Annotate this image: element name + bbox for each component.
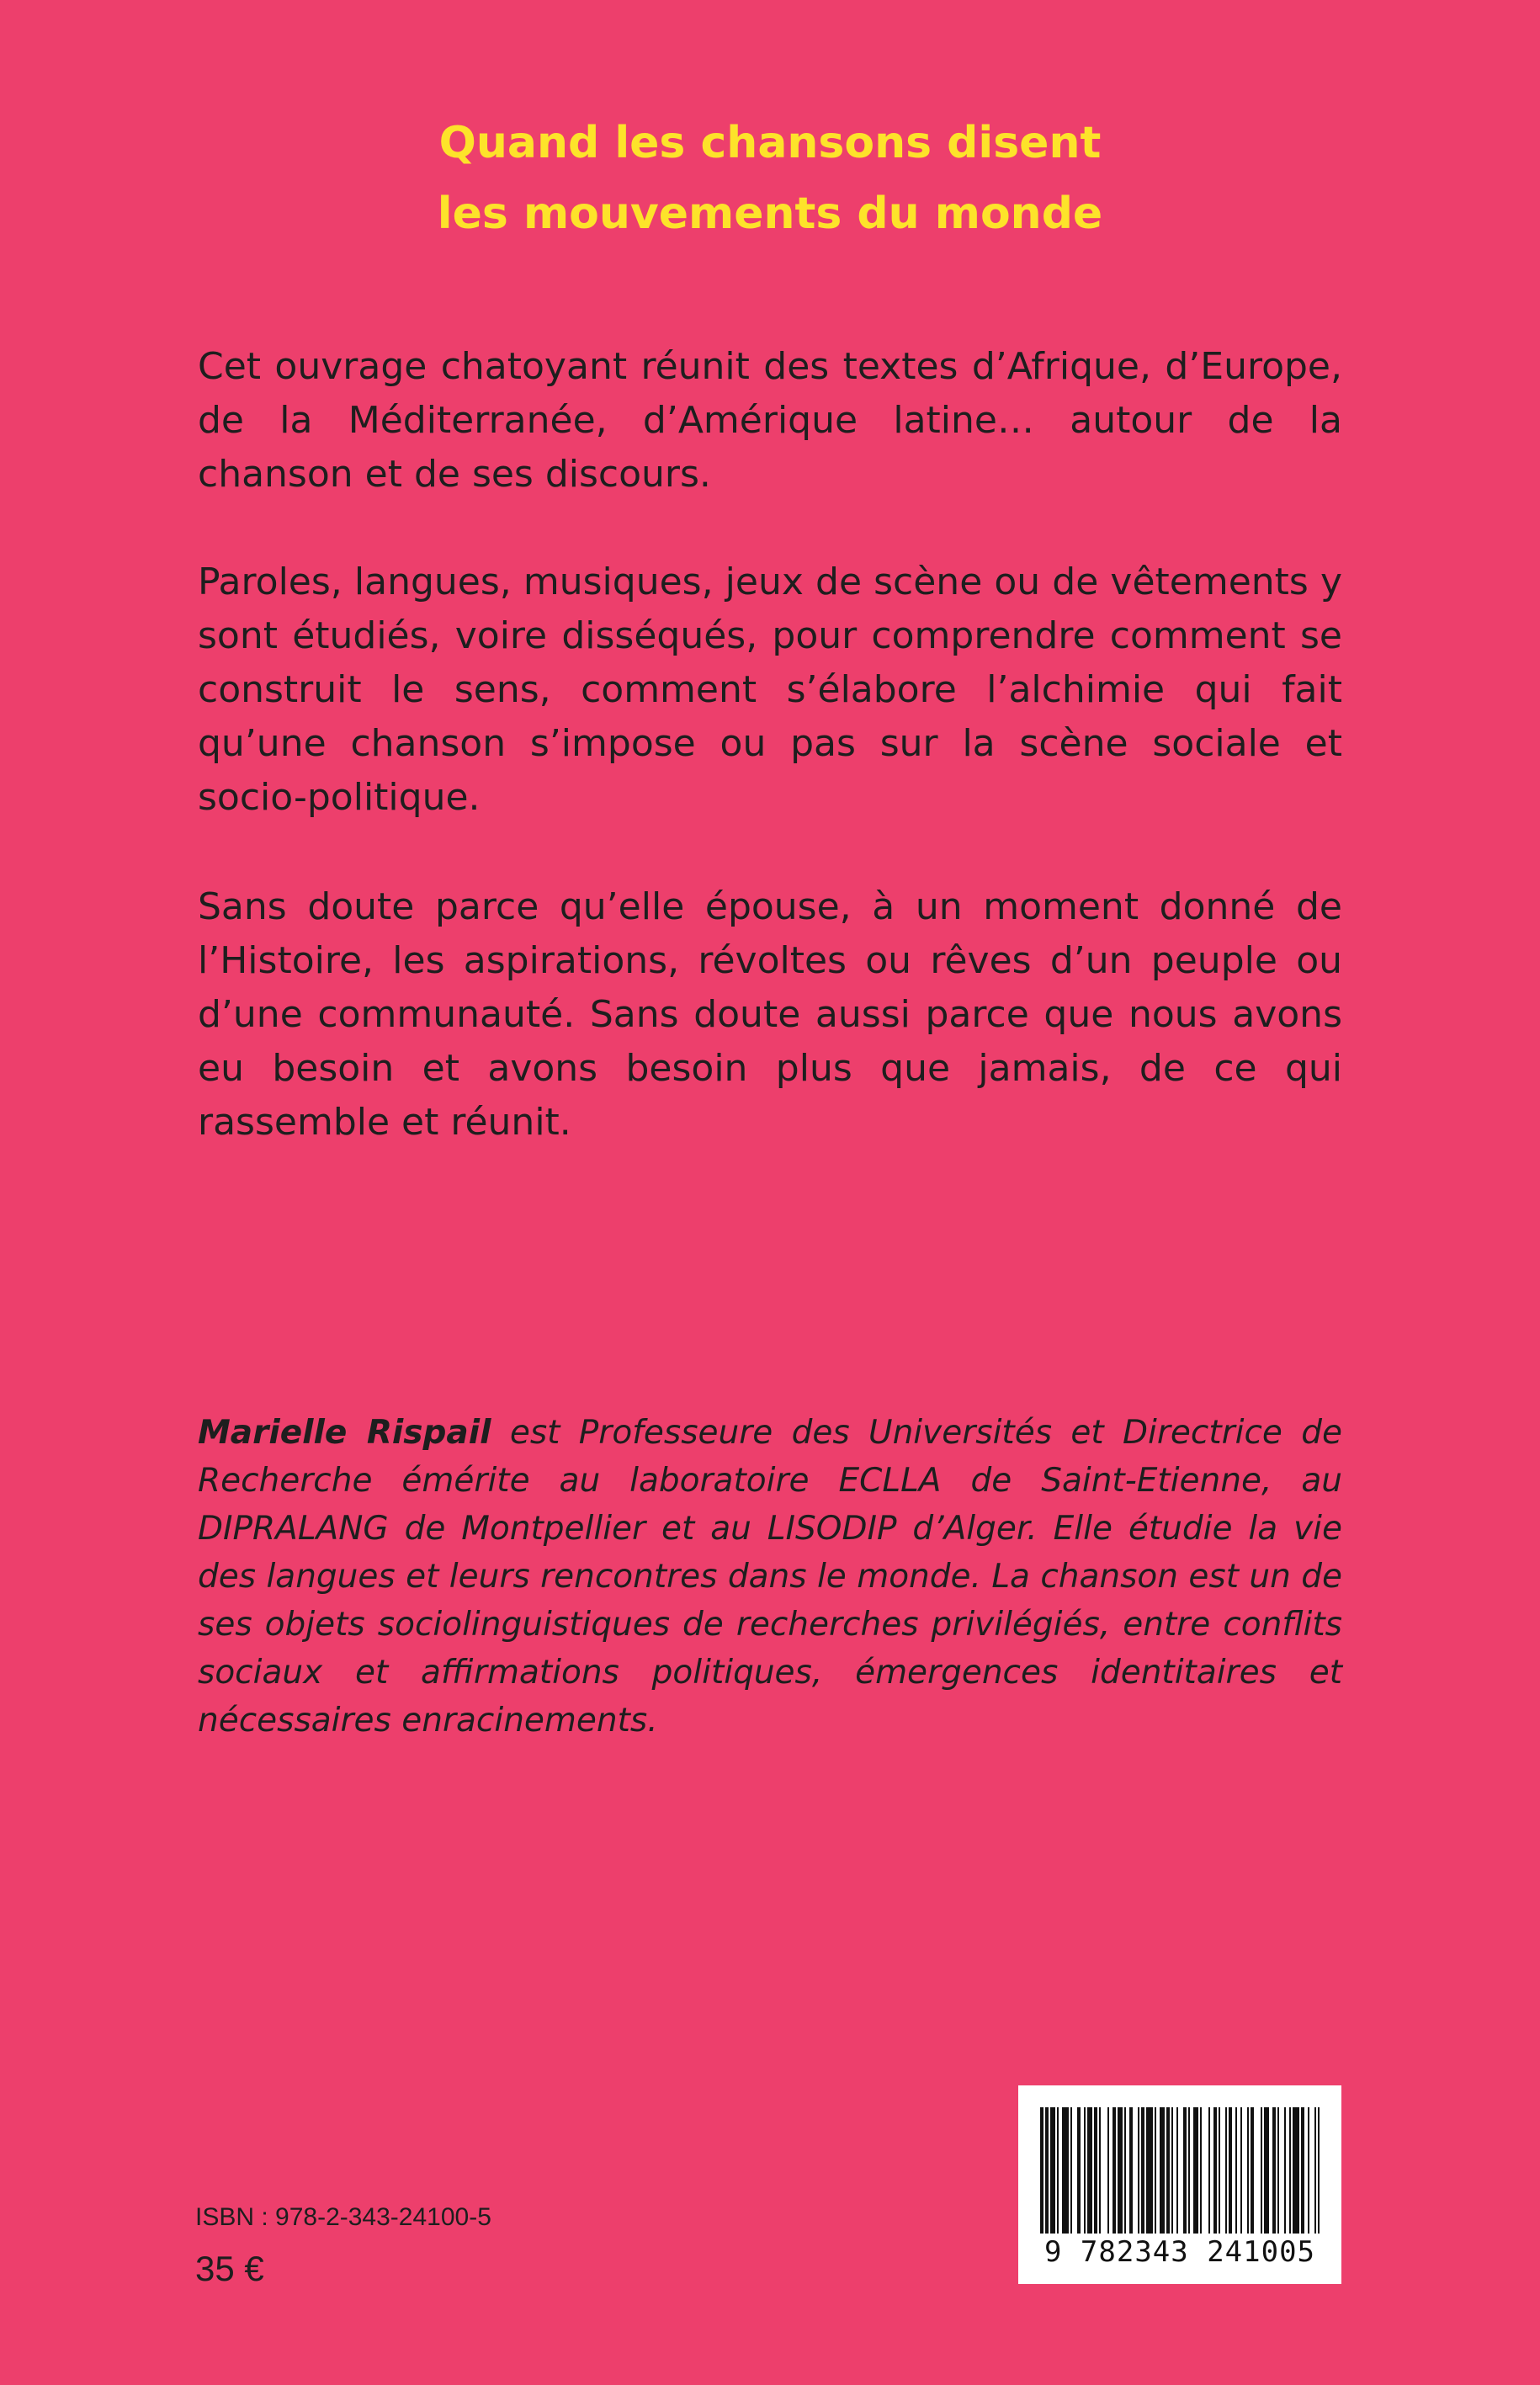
blurb-paragraph-1: Cet ouvrage chatoyant réunit des textes d’Afrique, d’Europe, de la Méditerranée, d’Amérique latine… autour de la chanson et de ses discours. <box>198 345 1342 496</box>
barcode-bar <box>1118 2107 1123 2234</box>
barcode-bar <box>1240 2107 1242 2234</box>
barcode-bar <box>1084 2107 1086 2234</box>
blurb-paragraph-2: Paroles, langues, musiques, jeux de scène ou de vêtements y sont étudiés, voire disséqués, pour comprendre comment se construit le sens, comment s’élabore l’alchimie qui fait qu’une chanson s’impose ou pas sur la scène sociale et socio-politique. <box>198 560 1342 819</box>
barcode-bar <box>1107 2107 1109 2234</box>
title-line-1: Quand les chansons disent <box>438 118 1102 168</box>
barcode-bar <box>1200 2107 1202 2234</box>
barcode-bar <box>1314 2107 1316 2234</box>
author-bio <box>198 1409 1342 1745</box>
barcode-bar <box>1229 2107 1232 2234</box>
barcode-bar <box>1183 2107 1187 2234</box>
barcode-bar <box>1113 2107 1116 2234</box>
barcode-bar <box>1308 2107 1309 2234</box>
barcode-bar <box>1277 2107 1279 2234</box>
barcode-bar <box>1155 2107 1156 2234</box>
book-title <box>0 108 1540 249</box>
barcode-bar <box>1166 2107 1170 2234</box>
price-label: 35 € <box>195 2249 264 2288</box>
barcode-bar <box>1225 2107 1227 2234</box>
barcode-bar <box>1146 2107 1153 2234</box>
barcode-bar <box>1293 2107 1299 2234</box>
barcode-bar <box>1188 2107 1190 2234</box>
barcode-bar <box>1251 2107 1254 2234</box>
author-name: Marielle Rispail <box>198 1414 491 1452</box>
barcode-bar <box>1124 2107 1126 2234</box>
barcode-bar <box>1050 2107 1055 2234</box>
barcode-digits: 9 782343 241005 <box>1043 2235 1316 2269</box>
barcode-bar <box>1261 2107 1262 2234</box>
author-bio-text: est Professeure des Universités et Directrice de Recherche émérite au laboratoire ECLLA de Saint-Etienne, au DIPRALANG de Montpellier et au LISODIP d’Alger. Elle étudie la vie des langues et leurs rencontres dans le monde. La chanson est un de ses objets sociolinguistiques de recherches privilégiés, entre conflits sociaux et affirmations politiques, émergences identitaires et nécessaires enracinements. <box>198 1414 1343 1740</box>
barcode-bars <box>1035 2107 1325 2234</box>
barcode-bar <box>1160 2107 1165 2234</box>
barcode-bar <box>1057 2107 1059 2234</box>
barcode-bar <box>1284 2107 1286 2234</box>
barcode-bar <box>1193 2107 1198 2234</box>
barcode-bar <box>1062 2107 1069 2234</box>
barcode-bar <box>1141 2107 1144 2234</box>
barcode-bar <box>1301 2107 1304 2234</box>
barcode-bar <box>1094 2107 1097 2234</box>
barcode-bar <box>1318 2107 1320 2234</box>
barcode-bar <box>1077 2107 1081 2234</box>
barcode-bar <box>1289 2107 1291 2234</box>
title-line-2: les mouvements du monde <box>437 189 1103 239</box>
barcode-bar <box>1264 2107 1269 2234</box>
barcode-bar <box>1235 2107 1237 2234</box>
barcode-bar <box>1208 2107 1210 2234</box>
barcode-bar <box>1040 2107 1043 2234</box>
barcode-bar <box>1272 2107 1276 2234</box>
barcode-bar <box>1138 2107 1139 2234</box>
barcode-bar <box>1087 2107 1092 2234</box>
barcode <box>1018 2085 1341 2284</box>
barcode-bar <box>1176 2107 1178 2234</box>
barcode-bar <box>1213 2107 1217 2234</box>
barcode-bar <box>1099 2107 1101 2234</box>
isbn-label: ISBN : 978-2-343-24100-5 <box>195 2203 491 2231</box>
barcode-bar <box>1070 2107 1072 2234</box>
barcode-bar <box>1219 2107 1220 2234</box>
barcode-bar <box>1045 2107 1049 2234</box>
barcode-bar <box>1247 2107 1249 2234</box>
barcode-bar <box>1171 2107 1173 2234</box>
blurb-paragraph-3: Sans doute parce qu’elle épouse, à un moment donné de l’Histoire, les aspirations, révoltes ou rêves d’un peuple ou d’une communauté. Sans doute aussi parce que nous avons eu besoin et avons besoin plus que jamais, de ce qui rassemble et réunit. <box>198 885 1342 1144</box>
barcode-bar <box>1129 2107 1133 2234</box>
